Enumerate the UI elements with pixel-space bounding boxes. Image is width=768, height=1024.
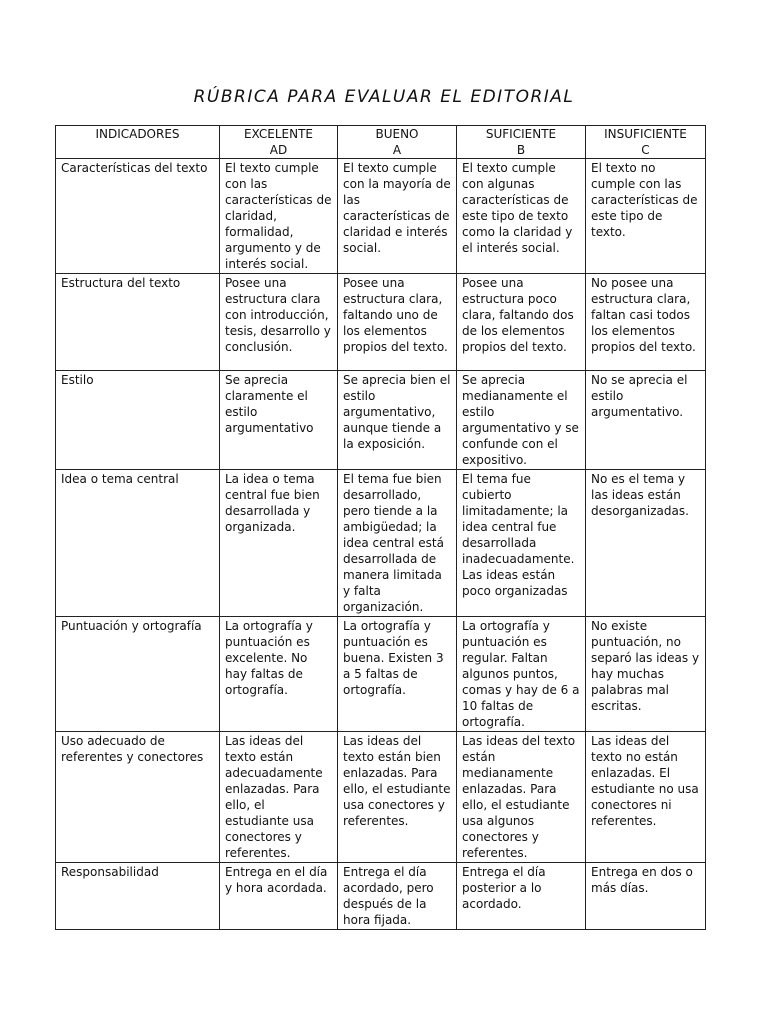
criterion-cell-a: Entrega el día acordado, pero después de la hora fijada. [338,863,457,930]
header-level-code: AD [269,143,288,157]
table-row [56,863,706,930]
header-indicators: INDICADORES [56,126,220,159]
header-level-name: EXCELENTE [243,127,314,141]
criterion-cell-ad: La idea o tema central fue bien desarrollada y organizada. [220,470,338,617]
indicator-cell: Responsabilidad [56,863,220,930]
criterion-cell-b: Se aprecia medianamente el estilo argumentativo y se confunde con el expositivo. [457,371,586,470]
criterion-cell-a: Las ideas del texto están bien enlazadas. Para ello, el estudiante usa conectores y referentes. [338,732,457,863]
header-level-c [586,126,706,159]
criterion-cell-c: Las ideas del texto no están enlazadas. El estudiante no usa conectores ni referentes. [586,732,706,863]
header-level-name: INSUFICIENTE [604,127,687,141]
header-level-code: A [392,143,402,157]
indicator-cell: Estructura del texto [56,274,220,371]
criterion-cell-c: Entrega en dos o más días. [586,863,706,930]
criterion-cell-ad: La ortografía y puntuación es excelente. No hay faltas de ortografía. [220,617,338,732]
header-level-name: BUENO [375,127,419,141]
table-row [56,159,706,274]
criterion-cell-b: Las ideas del texto están medianamente enlazadas. Para ello, el estudiante usa algunos conectores y referentes. [457,732,586,863]
table-row [56,274,706,371]
criterion-cell-b: El texto cumple con algunas características de este tipo de texto como la claridad y el interés social. [457,159,586,274]
criterion-cell-a: Posee una estructura clara, faltando uno de los elementos propios del texto. [338,274,457,371]
table-row [56,470,706,617]
header-level-code: C [641,143,650,157]
criterion-cell-ad: Las ideas del texto están adecuadamente enlazadas. Para ello, el estudiante usa conectores y referentes. [220,732,338,863]
header-level-b [457,126,586,159]
criterion-cell-a: Se aprecia bien el estilo argumentativo, aunque tiende a la exposición. [338,371,457,470]
indicator-cell: Idea o tema central [56,470,220,617]
criterion-cell-c: No es el tema y las ideas están desorganizadas. [586,470,706,617]
table-row [56,371,706,470]
criterion-cell-ad: Posee una estructura clara con introducción, tesis, desarrollo y conclusión. [220,274,338,371]
header-level-code: B [516,143,526,157]
criterion-cell-a: El tema fue bien desarrollado, pero tiende a la ambigüedad; la idea central está desarrollada de manera limitada y falta organización. [338,470,457,617]
criterion-cell-c: El texto no cumple con las características de este tipo de texto. [586,159,706,274]
header-level-a [338,126,457,159]
header-level-name: SUFICIENTE [485,127,557,141]
criterion-cell-a: El texto cumple con la mayoría de las características de claridad e interés social. [338,159,457,274]
indicator-cell: Estilo [56,371,220,470]
page-title: RÚBRICA PARA EVALUAR EL EDITORIAL [193,87,575,107]
criterion-cell-b: Entrega el día posterior a lo acordado. [457,863,586,930]
indicator-cell: Uso adecuado de referentes y conectores [56,732,220,863]
criterion-cell-b: La ortografía y puntuación es regular. Faltan algunos puntos, comas y hay de 6 a 10 faltas de ortografía. [457,617,586,732]
indicator-cell: Puntuación y ortografía [56,617,220,732]
rubric-table [55,125,706,930]
criterion-cell-c: No existe puntuación, no separó las ideas y hay muchas palabras mal escritas. [586,617,706,732]
indicator-cell: Características del texto [56,159,220,274]
criterion-cell-c: No se aprecia el estilo argumentativo. [586,371,706,470]
table-row [56,617,706,732]
criterion-cell-c: No posee una estructura clara, faltan casi todos los elementos propios del texto. [586,274,706,371]
table-row [56,732,706,863]
criterion-cell-ad: Se aprecia claramente el estilo argumentativo [220,371,338,470]
criterion-cell-b: Posee una estructura poco clara, faltando dos de los elementos propios del texto. [457,274,586,371]
criterion-cell-ad: Entrega en el día y hora acordada. [220,863,338,930]
header-level-ad [220,126,338,159]
table-header-row [56,126,706,159]
criterion-cell-ad: El texto cumple con las características de claridad, formalidad, argumento y de interés social. [220,159,338,274]
criterion-cell-b: El tema fue cubierto limitadamente; la idea central fue desarrollada inadecuadamente. Las ideas están poco organizadas [457,470,586,617]
criterion-cell-a: La ortografía y puntuación es buena. Existen 3 a 5 faltas de ortografía. [338,617,457,732]
